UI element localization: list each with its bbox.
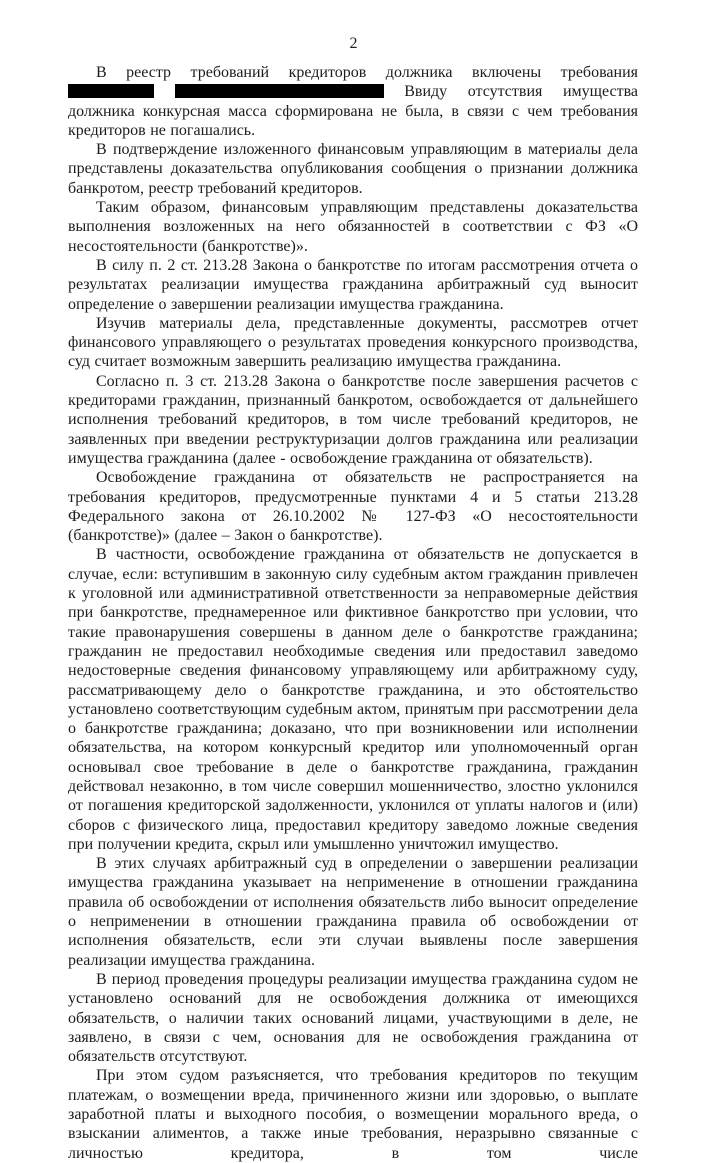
paragraph-text-after-redaction: Ввиду отсутствия имущества должника конкурсная масса сформирована не была, в связи с чем требования кредиторов не погашались.	[68, 83, 639, 139]
redaction-bar-2	[175, 84, 384, 98]
paragraph-creditors-register	[68, 63, 638, 140]
paragraph-evidence-submitted: В подтверждение изложенного финансовым управляющим в материалы дела представлены доказательства опубликования сообщения о признании должника банкротом, реестр требований кредиторов.	[68, 141, 638, 197]
paragraph-duties-fulfilled: Таким образом, финансовым управляющим представлены доказательства выполнения возложенных на него обязанностей в соответствии с ФЗ «О несостоятельности (банкротстве)».	[68, 199, 638, 255]
paragraph-court-conclusion: Изучив материалы дела, представленные документы, рассмотрев отчет финансового управляющего о результатах проведения конкурсного производства, суд считает возможным завершить реализацию имущества гражданина.	[68, 314, 638, 371]
paragraph-law-213-28-p3: Согласно п. 3 ст. 213.28 Закона о банкротстве после завершения расчетов с кредиторами гражданин, признанный банкротом, освобождается от дальнейшего исполнения требований кредиторов, в том числе требований кредиторов, не заявленных при введении реструктуризации долгов гражданина или реализации имущества гражданина (далее - освобождение гражданина от обязательств).	[68, 372, 638, 467]
paragraph-no-grounds-found: В период проведения процедуры реализации имущества гражданина судом не установлено оснований для не освобождения должника от имеющихся обязательств, о наличии таких оснований лицами, участвующими в деле, не заявлено, в связи с чем, основания для не освобождения гражданина от обязательств отсутствуют.	[68, 970, 638, 1066]
page-number: 2	[349, 35, 358, 52]
paragraph-exemption-limits: Освобождение гражданина от обязательств не распространяется на требования кредиторов, предусмотренные пунктами 4 и 5 статьи 213.28 Федерального закона от 26.10.2002 № 127-ФЗ «О несостоятельности (банкротстве)» (далее – Закон о банкротстве).	[68, 469, 638, 545]
paragraph-text-before-redaction: В реестр требований кредиторов должника включены требования	[96, 64, 638, 81]
paragraph-exemption-exceptions: В частности, освобождение гражданина от обязательств не допускается в случае, если: вступившим в законную силу судебным актом гражданин привлечен к уголовной или административной ответственности за неправомерные действия при банкротстве, преднамеренное или фиктивное банкротство при условии, что такие правонарушения совершены в данном деле о банкротстве гражданина; гражданин не предоставил необходимые сведения или предоставил заведомо недостоверные сведения финансовому управляющему или арбитражному суду, рассматривающему дело о банкротстве гражданина, и это обстоятельство установлено соответствующим судебным актом, принятым при рассмотрении дела о банкротстве гражданина; доказано, что при возникновении или исполнении обязательства, на котором конкурсный кредитор или уполномоченный орган основывал свое требование в деле о банкротстве гражданина, гражданин действовал незаконно, в том числе совершил мошенничество, злостно уклонился от погашения кредиторской задолженности, уклонился от уплаты налогов и (или) сборов с физического лица, предоставил кредитору заведомо ложные сведения при получении кредита, скрыл или умышленно уничтожил имущество.	[68, 546, 638, 853]
paragraph-current-payments: При этом судом разъясняется, что требования кредиторов по текущим платежам, о возмещении вреда, причиненного жизни или здоровью, о выплате заработной платы и выходного пособия, о возмещении морального вреда, о взыскании алиментов, а также иные требования, неразрывно связанные с личностью кредитора, в том числе	[68, 1067, 638, 1162]
paragraph-law-213-28-p2: В силу п. 2 ст. 213.28 Закона о банкротстве по итогам рассмотрения отчета о результатах реализации имущества гражданина арбитражный суд выносит определение о завершении реализации имущества гражданина.	[68, 256, 638, 313]
paragraph-court-ruling-cases: В этих случаях арбитражный суд в определении о завершении реализации имущества гражданина указывает на неприменение в отношении гражданина правила об освобождении от исполнения обязательств либо выносит определение о неприменении в отношении гражданина правила об освобождении от исполнения обязательств, если эти случаи выявлены после завершения реализации имущества гражданина.	[68, 855, 638, 969]
redaction-bar-1	[68, 84, 154, 98]
document-body	[68, 63, 638, 1163]
